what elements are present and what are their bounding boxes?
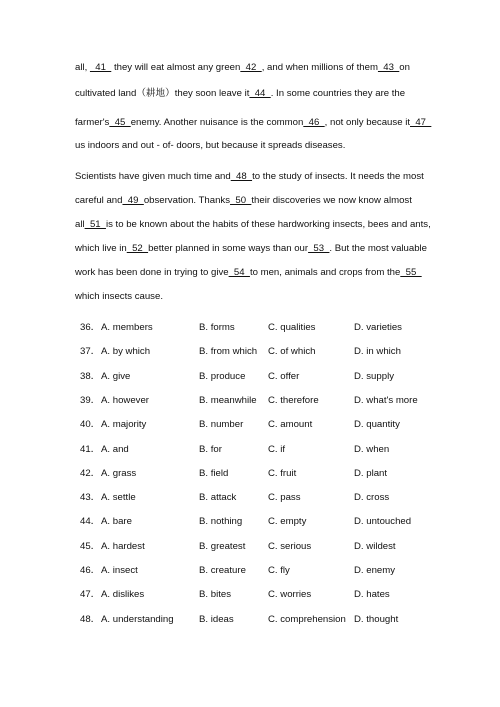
answer-blank: 42 xyxy=(240,62,262,73)
passage-text: all xyxy=(75,219,85,230)
option-b: B. from which xyxy=(199,346,258,358)
option-b: B. bites xyxy=(199,589,231,601)
passage-text: their discoveries we now know almost xyxy=(251,195,412,206)
passage-text: us indoors and out - of- doors, but because it spreads diseases. xyxy=(75,140,346,151)
option-d: D. cross xyxy=(354,492,390,504)
option-a: A. settle xyxy=(101,492,136,504)
option-b: B. ideas xyxy=(199,613,234,625)
question-number: 44． xyxy=(80,516,101,528)
answer-blank: 45 xyxy=(109,117,131,128)
question-number: 37． xyxy=(80,346,101,358)
passage-text: to men, animals and crops from the xyxy=(249,267,401,278)
passage-text: work has been done in trying to give xyxy=(75,267,229,278)
option-c: C. therefore xyxy=(268,394,319,406)
option-b: B. field xyxy=(199,467,229,479)
option-b: B. attack xyxy=(199,492,237,504)
passage-line xyxy=(75,267,422,279)
question-number: 36． xyxy=(80,322,101,333)
option-a: A. and xyxy=(101,443,129,455)
passage-text: . But the most valuable xyxy=(329,243,428,254)
answer-blank: 50 xyxy=(230,195,252,206)
option-d: D. enemy xyxy=(354,565,396,576)
question-number: 40． xyxy=(80,419,101,431)
question-row xyxy=(0,371,500,385)
question-number: 43． xyxy=(80,492,101,504)
passage-text: to the study of insects. It needs the most xyxy=(252,171,424,182)
option-a: A. however xyxy=(101,394,149,406)
option-c: C. offer xyxy=(268,370,300,382)
option-b: B. for xyxy=(199,443,222,455)
passage-line xyxy=(75,88,405,100)
question-row xyxy=(0,346,500,360)
passage-line xyxy=(75,219,431,231)
option-d: D. varieties xyxy=(354,322,402,333)
option-a: A. majority xyxy=(101,419,147,431)
passage-line xyxy=(75,62,410,74)
option-a: A. members xyxy=(101,322,153,333)
passage-text: all, xyxy=(75,62,90,73)
option-b: B. meanwhile xyxy=(199,394,257,406)
passage-line xyxy=(75,291,163,303)
option-a: A. understanding xyxy=(101,613,174,625)
passage-text: which live in xyxy=(75,243,127,254)
passage-text: enemy. Another nuisance is the common xyxy=(130,117,304,128)
question-number: 41． xyxy=(80,443,101,455)
option-c: C. pass xyxy=(268,492,301,504)
question-number: 46． xyxy=(80,565,101,576)
passage-text: Scientists have given much time and xyxy=(75,171,231,182)
option-b: B. produce xyxy=(199,370,246,382)
question-row xyxy=(0,492,500,506)
passage-text: careful and xyxy=(75,195,123,206)
option-d: D. when xyxy=(354,443,390,455)
passage-text: is to be known about the habits of these hardworking insects, bees and ants, xyxy=(105,219,431,230)
option-b: B. nothing xyxy=(199,516,243,528)
answer-blank: 44 xyxy=(249,88,271,99)
passage-text: farmer's xyxy=(75,117,110,128)
option-b: B. forms xyxy=(199,322,235,333)
question-number: 48． xyxy=(80,613,101,625)
question-row xyxy=(0,565,500,579)
option-a: A. give xyxy=(101,370,131,382)
option-c: C. comprehension xyxy=(268,613,346,625)
option-a: A. bare xyxy=(101,516,132,528)
option-b: B. greatest xyxy=(199,540,246,552)
option-d: D. thought xyxy=(354,613,399,625)
question-row xyxy=(0,541,500,555)
question-row xyxy=(0,516,500,530)
option-c: C. fruit xyxy=(268,467,297,479)
option-c: C. serious xyxy=(268,540,312,552)
option-b: B. creature xyxy=(199,565,246,576)
passage-text: observation. Thanks xyxy=(143,195,231,206)
option-c: C. qualities xyxy=(268,322,316,333)
question-row xyxy=(0,589,500,603)
passage-text: , not only because it xyxy=(324,117,410,128)
answer-blank: 51 xyxy=(84,219,106,230)
option-a: A. insect xyxy=(101,565,138,576)
option-a: A. by which xyxy=(101,346,151,358)
question-row xyxy=(0,614,500,628)
answer-blank: 49 xyxy=(122,195,144,206)
option-d: D. plant xyxy=(354,467,388,479)
question-row xyxy=(0,419,500,433)
option-d: D. in which xyxy=(354,346,401,358)
passage-text: they will eat almost any green xyxy=(111,62,241,73)
option-c: C. worries xyxy=(268,589,312,601)
answer-blank: 52 xyxy=(126,243,149,254)
option-d: D. quantity xyxy=(354,419,400,431)
question-row xyxy=(0,468,500,482)
passage-line xyxy=(75,243,427,255)
question-number: 39． xyxy=(80,394,101,406)
option-a: A. hardest xyxy=(101,540,145,552)
answer-blank: 53 xyxy=(308,243,330,254)
option-c: C. amount xyxy=(268,419,313,431)
question-row xyxy=(0,395,500,409)
passage-text: . In some countries they are the xyxy=(270,88,406,99)
option-d: D. wildest xyxy=(354,540,396,552)
question-number: 45． xyxy=(80,540,101,552)
passage-text: on xyxy=(399,62,410,73)
option-c: C. if xyxy=(268,443,286,455)
question-number: 38． xyxy=(80,370,101,382)
option-d: D. hates xyxy=(354,589,390,601)
answer-blank: 54 xyxy=(228,267,250,278)
option-c: C. of which xyxy=(268,346,316,358)
question-number: 42． xyxy=(80,467,101,479)
answer-blank: 46 xyxy=(303,117,325,128)
answer-blank: 47 xyxy=(410,117,432,128)
passage-text: , and when millions of them xyxy=(261,62,378,73)
passage-line xyxy=(75,171,424,183)
passage-text: better planned in some ways than our xyxy=(148,243,309,254)
answer-blank: 41 xyxy=(89,62,112,73)
passage-text: which insects cause. xyxy=(75,291,163,302)
option-d: D. supply xyxy=(354,370,394,382)
option-a: A. dislikes xyxy=(101,589,145,601)
option-d: D. untouched xyxy=(354,516,412,528)
option-b: B. number xyxy=(199,419,244,431)
option-c: C. empty xyxy=(268,516,307,528)
passage-line xyxy=(75,117,431,129)
answer-blank: 55 xyxy=(400,267,422,278)
passage-text: cultivated land（耕地）they soon leave it xyxy=(75,88,250,99)
option-a: A. grass xyxy=(101,467,137,479)
answer-blank: 43 xyxy=(377,62,400,73)
passage-line xyxy=(75,195,412,207)
question-row xyxy=(0,322,500,336)
answer-blank: 48 xyxy=(230,171,253,182)
question-row xyxy=(0,444,500,458)
option-c: C. fly xyxy=(268,565,290,576)
passage-line xyxy=(75,140,345,152)
option-d: D. what's more xyxy=(354,394,418,406)
question-number: 47． xyxy=(80,589,101,601)
